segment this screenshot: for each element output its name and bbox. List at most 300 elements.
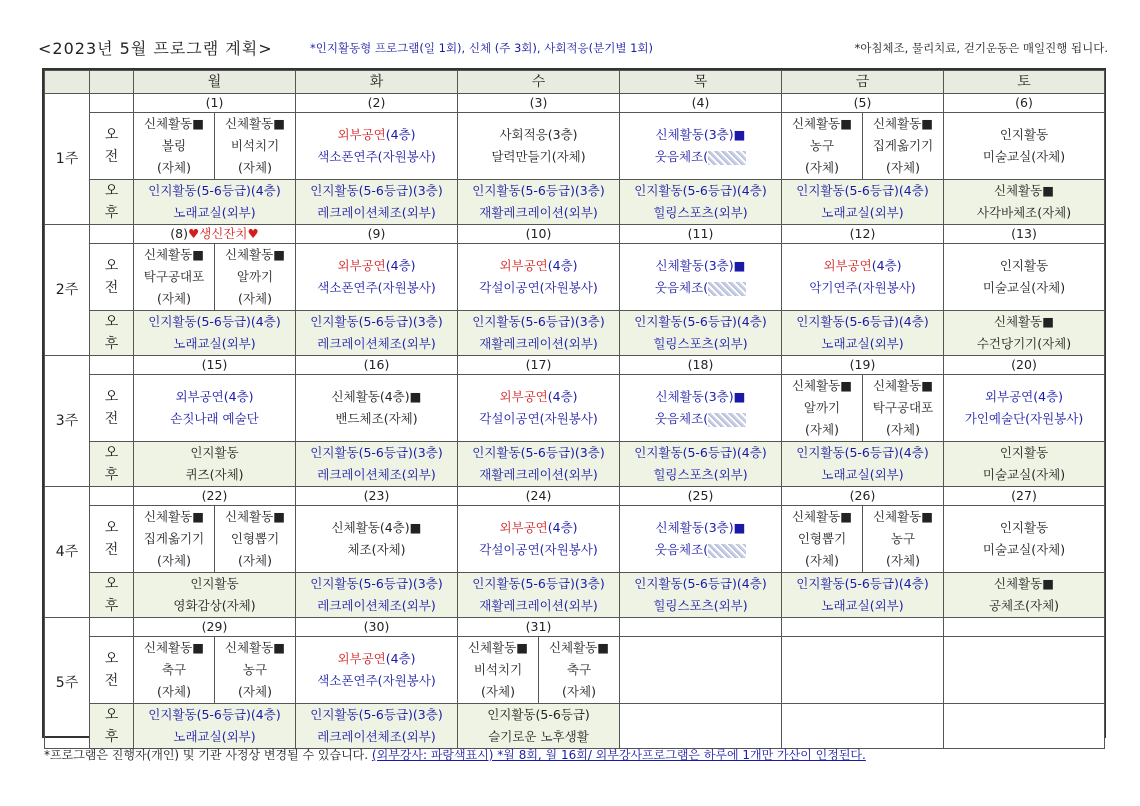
program-title-line	[620, 124, 781, 146]
am-program-cell	[296, 506, 458, 573]
pm-program-cell	[458, 704, 620, 749]
program-line: 재활레크레이션(외부)	[479, 467, 598, 482]
program-line: (자체)	[805, 422, 839, 437]
program-line: 인지활동	[190, 576, 239, 591]
day-header-row	[45, 71, 1105, 94]
am-label-top: 오	[104, 127, 119, 143]
date-number: (5)	[853, 95, 872, 110]
date-number: (27)	[1011, 488, 1037, 503]
program-line: 인지활동(5-6등급)(3층)	[472, 183, 605, 198]
program-line: 인지활동(5-6등급)(3층)	[472, 576, 605, 591]
program-line: (자체)	[157, 553, 191, 568]
redacted-blur	[708, 282, 746, 296]
program-line: 신체활동■	[548, 640, 610, 655]
program-line: 인지활동(5-6등급)(4층)	[148, 314, 281, 329]
program-floor: (4층)	[385, 258, 416, 273]
program-line: 신체활동■	[467, 640, 529, 655]
am-label-bottom: 전	[104, 673, 119, 689]
footer-plain-note: *프로그램은 진행자(개인) 및 기관 사정상 변경될 수 있습니다.	[44, 748, 369, 762]
program-line: 인지활동(5-6등급)(3층)	[310, 576, 443, 591]
pm-label-bottom: 후	[104, 729, 119, 745]
pm-program-cell	[620, 180, 782, 225]
program-title: 신체활동(3층)■	[655, 258, 746, 273]
split-program-half	[782, 506, 863, 572]
program-title: 신체활동(3층)■	[655, 389, 746, 404]
program-line: 신체활동■	[224, 247, 286, 262]
date-number: (17)	[525, 357, 552, 372]
program-frequency-note: *인지활동형 프로그램(일 1회), 신체 (주 3회), 사회적응(분기별 1회)	[310, 41, 654, 55]
date-cell	[782, 225, 944, 244]
program-line: 미술교실(자체)	[982, 280, 1066, 295]
date-cell	[458, 225, 620, 244]
program-line: 신체활동■	[143, 116, 205, 131]
am-program-cell	[944, 113, 1105, 180]
program-detail: 웃음체조(	[654, 280, 709, 295]
program-line: 집게옮기기	[143, 531, 205, 546]
am-program-cell	[620, 113, 782, 180]
pm-program-cell	[620, 704, 782, 749]
pm-program-cell	[296, 442, 458, 487]
pm-row	[45, 180, 1105, 225]
split-program-half	[863, 113, 943, 179]
date-cell	[782, 487, 944, 506]
program-line: 신체활동■	[224, 116, 286, 131]
external-program-line: 외부공연(4층)	[984, 389, 1064, 404]
am-program-cell	[782, 506, 944, 573]
program-line: 인지활동	[999, 127, 1049, 142]
pm-label	[90, 442, 134, 487]
program-detail: 색소폰연주(자원봉사)	[317, 280, 436, 295]
am-program-cell	[944, 244, 1105, 311]
date-number: (19)	[849, 357, 876, 372]
date-cell	[620, 618, 782, 637]
pm-program-cell	[296, 180, 458, 225]
split-program-half	[134, 244, 215, 310]
program-title: 외부공연	[499, 258, 548, 273]
redacted-blur	[708, 544, 746, 558]
date-spacer	[90, 356, 134, 375]
split-program-half	[215, 113, 295, 179]
program-line: 신체활동■	[224, 640, 286, 655]
program-line: 인지활동(5-6등급)(4층)	[796, 445, 929, 460]
external-program-line: 가인예술단(자원봉사)	[964, 411, 1084, 426]
am-label-bottom: 전	[104, 411, 119, 427]
date-row	[45, 225, 1105, 244]
program-line: 인지활동	[190, 445, 239, 460]
week-label: 3주	[45, 356, 90, 487]
program-line: 레크레이션체조(외부)	[317, 598, 436, 613]
program-line: 알까기	[236, 269, 274, 284]
pm-program-cell	[944, 704, 1105, 749]
program-line: 힐링스포츠(외부)	[653, 336, 748, 351]
pm-program-cell	[620, 573, 782, 618]
program-line: 노래교실(외부)	[173, 729, 256, 744]
program-line: (자체)	[886, 160, 920, 175]
program-line: 인지활동(5-6등급)(4층)	[634, 445, 767, 460]
am-program-cell	[458, 113, 620, 180]
am-program-cell	[620, 375, 782, 442]
birthday-event-label: ♥생신잔치♥	[188, 226, 259, 241]
program-line: 비석치기	[473, 662, 523, 677]
program-line: 노래교실(외부)	[173, 205, 256, 220]
program-line: 알까기	[803, 400, 841, 415]
date-number: (13)	[1011, 226, 1037, 241]
program-line: 인지활동(5-6등급)(3층)	[472, 445, 605, 460]
program-detail-line	[620, 277, 781, 299]
program-line: 신체활동■	[872, 509, 934, 524]
date-number: (11)	[687, 226, 714, 241]
schedule-body	[45, 71, 1105, 749]
date-number: (10)	[525, 226, 552, 241]
page-header	[38, 36, 1108, 58]
date-number: (25)	[687, 488, 714, 503]
program-line: 인지활동(5-6등급)(4층)	[634, 183, 767, 198]
am-label-top: 오	[104, 520, 119, 536]
program-line: (자체)	[805, 553, 839, 568]
program-line: 퀴즈(자체)	[185, 467, 244, 482]
program-title: 외부공연	[337, 651, 386, 666]
program-title: 외부공연	[823, 258, 872, 273]
program-line: 신체활동■	[872, 378, 934, 393]
pm-program-cell	[134, 180, 296, 225]
external-program-line: 손짓나래 예술단	[170, 411, 259, 426]
pm-program-cell	[782, 442, 944, 487]
program-line: 힐링스포츠(외부)	[653, 598, 748, 613]
program-title: 외부공연	[337, 258, 386, 273]
date-row	[45, 356, 1105, 375]
split-program	[782, 113, 943, 179]
program-line: 사각바체조(자체)	[976, 205, 1072, 220]
program-line: 노래교실(외부)	[821, 598, 904, 613]
date-number: (16)	[363, 357, 390, 372]
pm-label	[90, 704, 134, 749]
program-floor: (4층)	[547, 258, 578, 273]
program-line: 레크레이션체조(외부)	[317, 467, 436, 482]
program-title: 외부공연	[499, 520, 548, 535]
am-program-cell	[782, 244, 944, 311]
program-line: 축구	[161, 662, 187, 677]
program-title-line	[458, 255, 619, 277]
day-header: 토	[944, 71, 1105, 94]
footer-underlined-note: (외부강사: 파랑색표시) *월 8회, 월 16회/ 외부강사프로그램은 하루에 1개만 가산이 인정된다.	[371, 748, 866, 762]
day-header: 목	[620, 71, 782, 94]
redacted-blur	[708, 413, 746, 427]
split-program	[782, 375, 943, 441]
am-program-cell	[134, 375, 296, 442]
am-program-cell	[458, 506, 620, 573]
date-cell	[296, 618, 458, 637]
date-cell	[944, 225, 1105, 244]
pm-label-bottom: 후	[104, 205, 119, 221]
day-header: 금	[782, 71, 944, 94]
am-program-cell	[620, 244, 782, 311]
day-header: 수	[458, 71, 620, 94]
program-line: (자체)	[238, 553, 272, 568]
program-line: 인지활동(5-6등급)(4층)	[796, 183, 929, 198]
program-line: 수건당기기(자체)	[976, 336, 1072, 351]
am-label-top: 오	[104, 258, 119, 274]
program-line: 인지활동(5-6등급)	[487, 707, 590, 722]
program-detail: 악기연주(자원봉사)	[809, 280, 916, 295]
split-program-half	[134, 637, 215, 703]
pm-program-cell	[134, 573, 296, 618]
pm-program-cell	[134, 442, 296, 487]
pm-label	[90, 573, 134, 618]
date-cell	[134, 356, 296, 375]
program-line: 신체활동■	[143, 640, 205, 655]
pm-program-cell	[782, 704, 944, 749]
pm-program-cell	[944, 180, 1105, 225]
program-line: 신체활동■	[791, 116, 853, 131]
date-cell	[296, 94, 458, 113]
program-detail: 각설이공연(자원봉사)	[479, 542, 598, 557]
am-label	[90, 506, 134, 573]
am-label	[90, 244, 134, 311]
program-floor: (4층)	[871, 258, 902, 273]
program-line: 신체활동■	[791, 378, 853, 393]
program-title-line	[458, 386, 619, 408]
program-line: 노래교실(외부)	[821, 336, 904, 351]
program-line: 인지활동(5-6등급)(4층)	[796, 576, 929, 591]
program-line: (자체)	[238, 160, 272, 175]
date-cell	[944, 618, 1105, 637]
program-line: 레크레이션체조(외부)	[317, 205, 436, 220]
date-cell	[944, 487, 1105, 506]
program-line: 밴드체조(자체)	[335, 411, 418, 426]
am-program-cell	[296, 113, 458, 180]
program-line: (자체)	[157, 684, 191, 699]
program-line: 농구	[242, 662, 268, 677]
date-number: (22)	[201, 488, 228, 503]
program-line: 인지활동	[999, 445, 1049, 460]
program-detail: 각설이공연(자원봉사)	[479, 411, 598, 426]
date-number: (6)	[1015, 95, 1033, 110]
program-line: 인지활동(5-6등급)(3층)	[310, 707, 443, 722]
split-program	[458, 637, 619, 703]
redacted-blur	[708, 151, 746, 165]
split-program	[134, 637, 295, 703]
pm-program-cell	[134, 311, 296, 356]
pm-label	[90, 180, 134, 225]
program-line: 노래교실(외부)	[821, 467, 904, 482]
day-header: 화	[296, 71, 458, 94]
split-program	[134, 113, 295, 179]
pm-program-cell	[782, 573, 944, 618]
am-label	[90, 637, 134, 704]
date-number: (9)	[367, 226, 386, 241]
date-cell	[458, 487, 620, 506]
am-program-cell	[134, 506, 296, 573]
am-row	[45, 637, 1105, 704]
split-program-half	[215, 637, 295, 703]
split-program	[782, 506, 943, 572]
pm-program-cell	[620, 442, 782, 487]
date-cell	[134, 225, 296, 244]
am-program-cell	[782, 375, 944, 442]
pm-program-cell	[944, 442, 1105, 487]
pm-program-cell	[134, 704, 296, 749]
am-label-bottom: 전	[104, 542, 119, 558]
program-line: 미술교실(자체)	[982, 149, 1066, 164]
program-line: (자체)	[886, 553, 920, 568]
program-line: 레크레이션체조(외부)	[317, 729, 436, 744]
split-program-half	[863, 506, 943, 572]
split-program-half	[134, 113, 215, 179]
pm-program-cell	[296, 573, 458, 618]
program-title-line	[458, 517, 619, 539]
program-line: 농구	[890, 531, 916, 546]
program-line: 탁구공대포	[143, 269, 205, 284]
program-detail-line	[296, 277, 457, 299]
program-line: 힐링스포츠(외부)	[653, 467, 748, 482]
date-cell	[296, 356, 458, 375]
program-line: (자체)	[157, 291, 191, 306]
program-line: 체조(자체)	[347, 542, 406, 557]
program-line: 공체조(자체)	[988, 598, 1060, 613]
split-program-half	[782, 375, 863, 441]
program-line: 신체활동■	[791, 509, 853, 524]
am-program-cell	[296, 244, 458, 311]
am-label	[90, 113, 134, 180]
program-detail-line	[458, 408, 619, 430]
program-title: 신체활동(3층)■	[655, 127, 746, 142]
am-label-bottom: 전	[104, 149, 119, 165]
program-line: 인지활동(5-6등급)(4층)	[148, 183, 281, 198]
daily-program-note: *아침체조, 물리치료, 걷기운동은 매일진행 됩니다.	[854, 41, 1108, 55]
program-title-line	[296, 255, 457, 277]
date-row	[45, 487, 1105, 506]
am-program-cell	[134, 113, 296, 180]
program-title-line	[296, 648, 457, 670]
date-cell	[620, 94, 782, 113]
program-line: 재활레크레이션(외부)	[479, 598, 598, 613]
program-detail: 웃음체조(	[654, 149, 709, 164]
program-line: 신체활동■	[993, 576, 1055, 591]
am-label-top: 오	[104, 389, 119, 405]
am-label	[90, 375, 134, 442]
date-spacer	[90, 618, 134, 637]
program-floor: (4층)	[385, 127, 416, 142]
program-line: 인지활동(5-6등급)(3층)	[310, 314, 443, 329]
date-number: (8)	[170, 226, 188, 241]
pm-program-cell	[782, 180, 944, 225]
date-spacer	[90, 487, 134, 506]
am-program-cell	[134, 637, 296, 704]
program-detail: 색소폰연주(자원봉사)	[317, 149, 436, 164]
program-line: 달력만들기(자체)	[491, 149, 586, 164]
corner-cell	[45, 71, 90, 94]
am-program-cell	[296, 375, 458, 442]
program-detail-line	[620, 539, 781, 561]
program-title-line	[620, 386, 781, 408]
program-line: 미술교실(자체)	[982, 542, 1066, 557]
pm-label-top: 오	[104, 314, 119, 330]
program-floor: (4층)	[547, 389, 578, 404]
program-line: 미술교실(자체)	[982, 467, 1066, 482]
program-line: (자체)	[238, 291, 272, 306]
date-number: (4)	[691, 95, 710, 110]
am-program-cell	[620, 506, 782, 573]
program-detail-line	[782, 277, 943, 299]
program-detail: 색소폰연주(자원봉사)	[317, 673, 436, 688]
program-line: 힐링스포츠(외부)	[653, 205, 748, 220]
split-program	[134, 244, 295, 310]
week-label: 4주	[45, 487, 90, 618]
pm-program-cell	[296, 704, 458, 749]
program-line: 인지활동(5-6등급)(4층)	[148, 707, 281, 722]
pm-program-cell	[944, 311, 1105, 356]
week-label: 1주	[45, 94, 90, 225]
program-line: (자체)	[157, 160, 191, 175]
split-program-half	[134, 506, 215, 572]
program-line: 볼링	[161, 138, 187, 153]
program-line: 인지활동(5-6등급)(3층)	[472, 314, 605, 329]
pm-program-cell	[458, 180, 620, 225]
program-line: 신체활동■	[143, 509, 205, 524]
date-number: (1)	[205, 95, 224, 110]
date-cell	[458, 618, 620, 637]
program-title-line	[296, 124, 457, 146]
am-program-cell	[944, 506, 1105, 573]
pm-row	[45, 704, 1105, 749]
program-title: 외부공연	[499, 389, 548, 404]
program-detail-line	[296, 146, 457, 168]
date-number: (2)	[367, 95, 386, 110]
pm-program-cell	[296, 311, 458, 356]
corner-cell	[90, 71, 134, 94]
program-title-line	[620, 517, 781, 539]
program-line: 신체활동(4층)■	[331, 520, 422, 535]
program-line: 탁구공대포	[872, 400, 934, 415]
date-cell	[944, 94, 1105, 113]
date-cell	[134, 618, 296, 637]
pm-label-bottom: 후	[104, 336, 119, 352]
am-label-top: 오	[104, 651, 119, 667]
am-program-cell	[458, 637, 620, 704]
schedule-table	[44, 70, 1105, 749]
am-program-cell	[620, 637, 782, 704]
program-line: 영화감상(자체)	[173, 598, 256, 613]
program-line: (자체)	[238, 684, 272, 699]
am-row	[45, 113, 1105, 180]
date-cell	[134, 487, 296, 506]
pm-program-cell	[944, 573, 1105, 618]
date-row	[45, 618, 1105, 637]
pm-label-top: 오	[104, 576, 119, 592]
program-line: (자체)	[481, 684, 515, 699]
program-line: 신체활동■	[143, 247, 205, 262]
day-header: 월	[134, 71, 296, 94]
am-program-cell	[944, 375, 1105, 442]
pm-row	[45, 311, 1105, 356]
program-line: 인지활동	[999, 258, 1049, 273]
program-floor: (4층)	[547, 520, 578, 535]
pm-label-top: 오	[104, 707, 119, 723]
program-line: 농구	[809, 138, 835, 153]
program-line: 인지활동(5-6등급)(3층)	[310, 445, 443, 460]
program-line: 재활레크레이션(외부)	[479, 336, 598, 351]
program-line: 비석치기	[230, 138, 280, 153]
am-program-cell	[134, 244, 296, 311]
date-cell	[620, 356, 782, 375]
am-label-bottom: 전	[104, 280, 119, 296]
am-program-cell	[296, 637, 458, 704]
program-detail: 각설이공연(자원봉사)	[479, 280, 598, 295]
am-row	[45, 244, 1105, 311]
pm-program-cell	[458, 442, 620, 487]
pm-program-cell	[782, 311, 944, 356]
date-cell	[944, 356, 1105, 375]
